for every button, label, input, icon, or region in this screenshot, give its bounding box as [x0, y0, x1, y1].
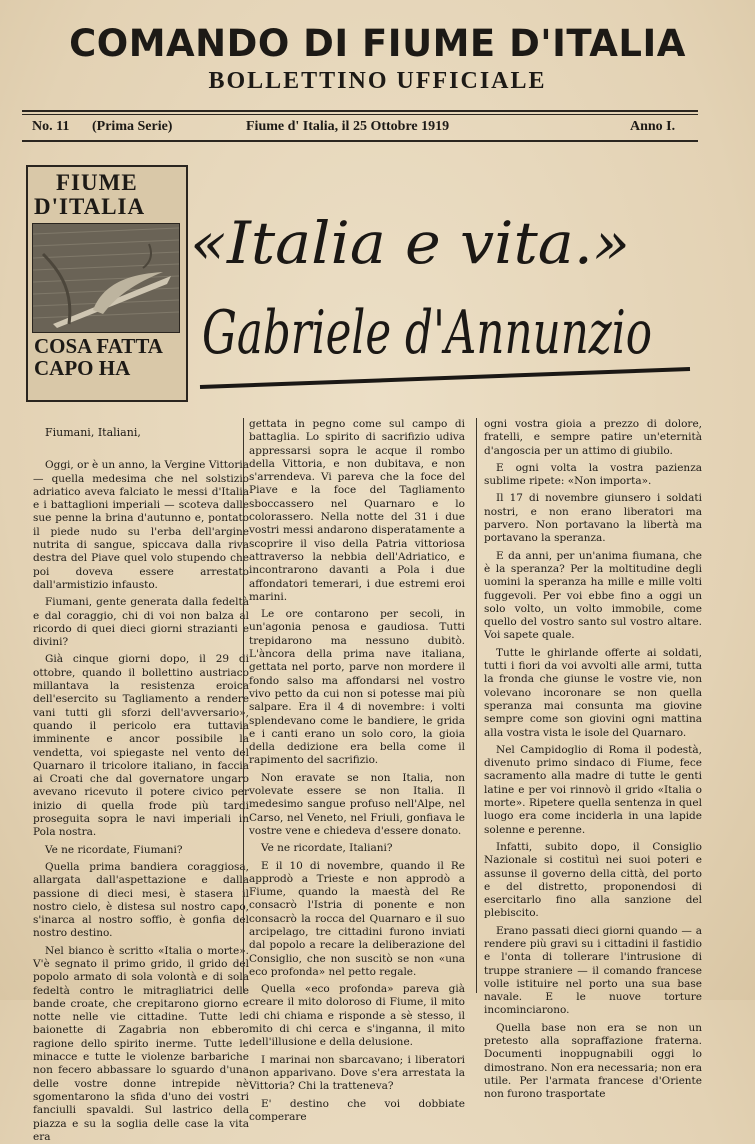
issue-series: (Prima Serie) [92, 119, 173, 134]
article-paragraph: Già cinque giorni dopo, il 29 di ottobre, quando il bollettino austriaco millantava la resistenza eroica dell'esercito su Tagliamento a rendere vani tutti gli sforzi dell'avversario», quando il pericolo era tuttavia imminente e ancor possibile la vendetta, voi spiegaste nel vento del Quarnaro il tricolore italiano, in faccia ai Croati che dal governatore ungaro avevano ricevuto il potere civico per inizio di quella frode più tardi proseguita sopra le navi imperiali in Pola nostra. [33, 653, 249, 839]
article-paragraph: Erano passati dieci giorni quando — a rendere più gravi su i cittadini il fastidio e l'onta di tollerare l'intrusione di truppe straniere — il comando francese volle istituire nel porto una sua base navale. E le nuove torture incominciarono. [484, 924, 702, 1017]
masthead [0, 22, 755, 94]
article-paragraph: Fiumani, Italiani, [45, 426, 141, 439]
article-paragraph: Ve ne ricordate, Italiani? [261, 842, 393, 855]
article-paragraph: E' destino che voi dobbiate comperare [249, 1097, 465, 1123]
article-column-1 [33, 418, 249, 1143]
header-rule-top-thin [22, 114, 698, 115]
article-paragraph: Tutte le ghirlande offerte ai soldati, tutti i fiori da voi avvolti alle armi, tutta la fronda che giunse le vostre vie, non volevano incoronare se non quella speranza mai consunta ma giovine sempre come son giovini ogni mattina alla vostra vista le isole del Quarnaro. [484, 646, 702, 739]
emblem-top-text [28, 167, 186, 223]
column-divider-1 [243, 418, 244, 993]
handwritten-signature: Gabriele d'Annunzio [202, 298, 652, 368]
article-paragraph: Fiumani, gente generata dalla fedeltà e dal coraggio, chi di voi non balza al ricordo di quei dieci giorni strazianti e divini? [33, 596, 249, 649]
signature-underline [200, 369, 690, 387]
emblem [26, 165, 188, 402]
emblem-motto-line-2: CAPO HA [34, 356, 131, 380]
article-paragraph: E ogni volta la vostra pazienza sublime ripete: «Non importa». [484, 461, 702, 488]
article-paragraph: I marinai non sbarcavano; i liberatori non apparivano. Dove s'era arrestata la Vittoria? Chi la tratteneva? [249, 1053, 465, 1093]
header-rule-top [22, 110, 698, 112]
column-divider-2 [476, 418, 477, 993]
article-paragraph: Quella «eco profonda» pareva già creare il mito doloroso di Fiume, il mito di chi chiama e risponde a sè stesso, il mito di chi cerca e s'inganna, il mito dell'illusione e della delusione. [249, 983, 465, 1049]
article-paragraph: E il 10 di novembre, quando il Re approdò a Trieste e non approdò a Fiume, quando la maestà del Re consacrò l'Istria di ponente e non consacrò la rocca del Quarnaro e il suo arcipelago, tre cittadini furono inviati dal popolo a recare la deliberazione del Consiglio, che non suscitò se non «una eco profonda» nel petto regale. [249, 859, 465, 978]
article-paragraph: Nel Campidoglio di Roma il podestà, divenuto primo sindaco di Fiume, fece sacramento alla madre di tutte le genti latine e per voi rinnovò il grido «Italia o morte». Ripetere quella sentenza in quel luogo era come inciderla in una lapide solenne e perenne. [484, 743, 702, 836]
newspaper-subtitle: BOLLETTINO UFFICIALE [208, 68, 547, 94]
issue-year: Anno I. [630, 119, 676, 134]
article-column-3 [484, 418, 702, 1101]
article-paragraph: Ve ne ricordate, Fiumani? [45, 843, 183, 856]
article-paragraph: Nel bianco è scritto «Italia o morte». V'è segnato il primo grido, il grido del popolo armato di sola volontà e di sola fedeltà contro le mitragliatrici delle bande croate, che crepitarono giorno e notte nelle vie cittadine. Tutte le baionette di Zagabria non ebbero ragione dello spirito inerme. Tutte le minacce e tutte le violenze barbariche non fecero abbassare lo sguardo d'una delle vostre donne intrepide nè sgomentarono la sfida d'uno dei vostri fanciulli spavaldi. Sul lastrico della piazza e su la soglia delle case la vita era [33, 944, 249, 1143]
article-paragraph: Infatti, subito dopo, il Consiglio Nazionale si costituì nei suoi poteri e assunse il governo della città, del porto e del distretto, proponendosi di esercitarlo fino alla sanzione del plebiscito. [484, 840, 702, 920]
issue-line [28, 119, 688, 139]
article-paragraph: Oggi, or è un anno, la Vergine Vittoria — quella medesima che nel solstizio adriatico aveva falciato le messi d'Italia e i battaglioni imperiali — scoteva dalle sue penne la brina d'autunno e, pontato il piede nudo su l'erba dell'argine nutrita di sangue, spiccava dalla riva destra del Piave quel volo stupendo che poi doveva essere arrestato dall'armistizio infausto. [33, 459, 249, 591]
article-paragraph: Le ore contarono per secoli, in un'agonia penosa e gaudiosa. Tutti trepidarono ma nessuno dubitò. L'àncora della prima nave italiana, gettata nel porto, parve non mordere il fondo salso ma affondarsi nel vostro vivo petto da cui non si potesse mai più salpare. Era il 4 di novembre: i volti splendevano come le bandiere, le grida e i canti erano un solo coro, la gioia della dedizione era bella come il rapimento del sacrifizio. [249, 608, 465, 767]
emblem-motto [28, 335, 186, 379]
article-paragraph: Non eravate se non Italia, non volevate essere se non Italia. Il medesimo sangue profuso nell'Alpe, nel Carso, nel Veneto, nel Friuli, gonfiava le vostre vene e chiedeva d'essere donato. [249, 771, 465, 837]
emblem-artwork [32, 223, 180, 333]
article-paragraph: ogni vostra gioia a prezzo di dolore, fratelli, e sempre patire un'eternità d'angoscia per un attimo di giubilo. [484, 418, 702, 457]
newspaper-title: COMANDO DI FIUME D'ITALIA [69, 22, 686, 65]
emblem-top-line-1: FIUME [56, 170, 138, 195]
article-paragraph: E da anni, per un'anima fiumana, che è la speranza? Per la moltitudine degli uomini la speranza ha mille e mille volti fuggevoli. Per voi ebbe fino a oggi un solo volto, un volto immobile, come quello del vostro santo sul vostro altare. Voi sapete quale. [484, 549, 702, 642]
issue-number: No. 11 [32, 119, 70, 134]
article-column-2 [249, 418, 465, 1123]
handwritten-motto: «Italia e vita.» [190, 209, 630, 277]
handwritten-inscription [190, 185, 700, 395]
header-rule-bottom [22, 140, 698, 142]
article-paragraph: gettata in pegno come sul campo di battaglia. Lo spirito di sacrifizio udiva appressarsi sopra le acque il rombo della Vittoria, e non dubitava, e non s'arrendeva. Vi pareva che la foce del Piave e la foce del Tagliamento sboccassero nel Quarnaro e lo colorassero. Nella notte del 31 i due vostri messi andarono disperatamente a scoprire il viso della Patria vittoriosa attraverso la nebbia dell'Adriatico, e incontrarono davanti a Pola i due affondatori temerari, i due estremi eroi marini. [249, 418, 465, 603]
emblem-top-line-2: D'ITALIA [34, 194, 146, 219]
article-paragraph: Quella prima bandiera coraggiosa, allargata dall'aspettazione e dalla passione di dieci mesi, è stasera il nostro cielo, è distesa sul nostro capo, s'inarca al nostro soffio, è gonfia del nostro destino. [33, 860, 249, 940]
emblem-art-icon [33, 224, 179, 332]
emblem-motto-line-1: COSA FATTA [34, 334, 163, 358]
issue-place-date: Fiume d' Italia, il 25 Ottobre 1919 [246, 119, 450, 134]
article-paragraph: Il 17 di novembre giunsero i soldati nostri, e non erano liberatori ma parvero. Non portavano la libertà ma portavano la speranza. [484, 492, 702, 545]
article-paragraph: Quella base non era se non un pretesto alla sopraffazione fraterna. Documenti inoppugnabili oggi lo dimostrano. Non era necessaria; non era utile. Per l'armata francese d'Oriente non furono trasportate [484, 1021, 702, 1101]
